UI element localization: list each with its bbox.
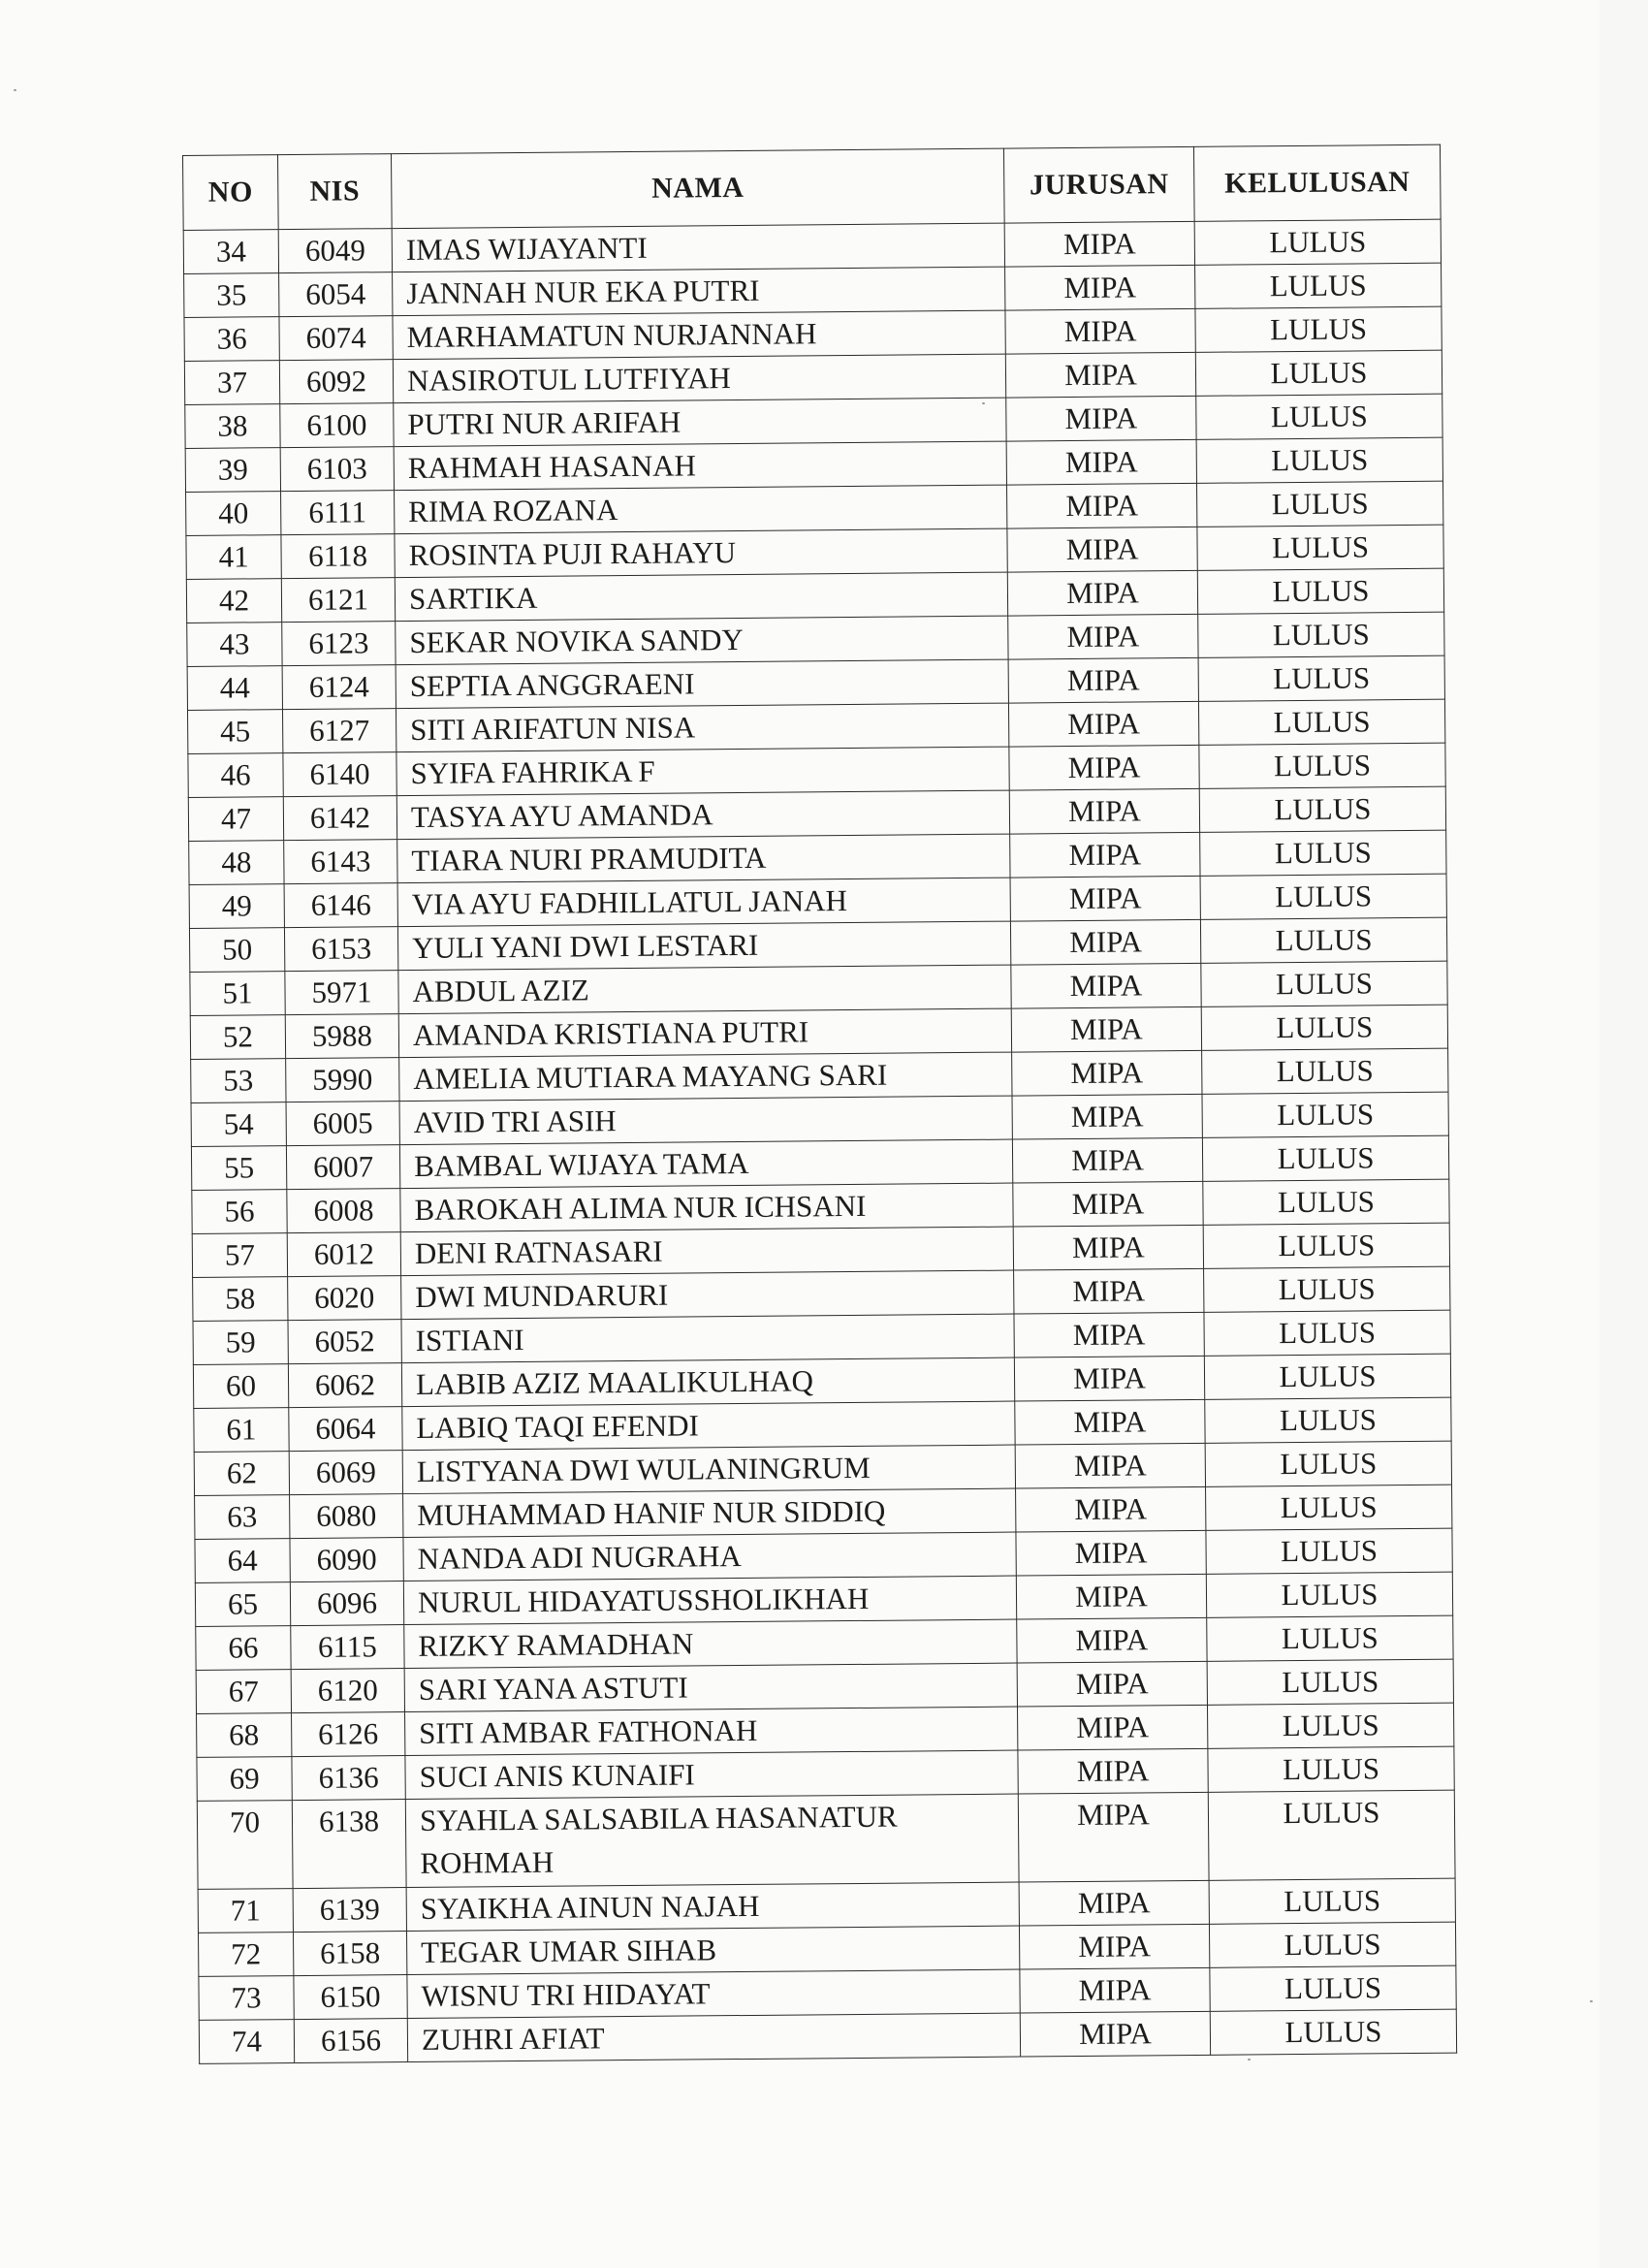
cell-nis: 6064 [289,1407,402,1452]
cell-jurusan: MIPA [1008,657,1198,703]
cell-nama: AMANDA KRISTIANA PUTRI [398,1008,1011,1058]
cell-nis: 6008 [287,1189,400,1233]
table-row [197,1790,1455,1889]
cell-no: 63 [195,1495,290,1540]
cell-jurusan: MIPA [1005,352,1195,398]
cell-kelulusan: LULUS [1202,1092,1448,1137]
cell-kelulusan: LULUS [1209,1922,1455,1967]
cell-kelulusan: LULUS [1210,1965,1456,2011]
cell-nis: 6124 [282,665,396,710]
cell-no: 41 [186,535,281,580]
cell-nis: 6092 [279,360,393,404]
cell-no: 67 [196,1670,291,1714]
cell-no: 42 [186,579,281,623]
cell-kelulusan: LULUS [1198,612,1444,657]
cell-nama: BAROKAH ALIMA NUR ICHSANI [400,1183,1013,1232]
cell-no: 39 [185,448,280,493]
cell-no: 53 [191,1059,286,1103]
cell-nama: SYAHLA SALSABILA HASANATUR ROHMAH [405,1794,1019,1888]
cell-kelulusan: LULUS [1196,394,1442,439]
cell-jurusan: MIPA [1009,745,1199,790]
cell-nama: ROSINTA PUJI RAHAYU [395,528,1007,578]
cell-jurusan: MIPA [1015,1399,1205,1445]
cell-nis: 6139 [293,1888,406,1933]
cell-nama: ISTIANI [401,1314,1014,1363]
cell-no: 46 [188,753,283,798]
cell-jurusan: MIPA [1019,1880,1209,1926]
cell-nama: TEGAR UMAR SIHAB [406,1926,1019,1975]
cell-nama: ZUHRI AFIAT [407,2013,1020,2062]
cell-nama: NURUL HIDAYATUSSHOLIKHAH [403,1576,1016,1625]
cell-no: 64 [195,1539,290,1583]
cell-nis: 6121 [281,578,395,623]
cell-nama: TIARA NURI PRAMUDITA [397,834,1010,883]
cell-no: 57 [192,1233,287,1278]
cell-no: 48 [189,841,284,885]
cell-nama: SEKAR NOVIKA SANDY [396,616,1008,665]
cell-no: 36 [184,317,279,362]
cell-kelulusan: LULUS [1209,1878,1455,1924]
cell-jurusan: MIPA [1017,1661,1207,1707]
cell-no: 65 [195,1582,290,1627]
cell-nama: AMELIA MUTIARA MAYANG SARI [399,1052,1012,1102]
cell-nama: SARTIKA [395,572,1007,622]
header-kelulusan: KELULUSAN [1193,144,1441,221]
cell-kelulusan: LULUS [1197,568,1443,614]
cell-kelulusan: LULUS [1198,699,1444,745]
table-header-row [183,144,1442,230]
cell-nama: RIZKY RAMADHAN [404,1619,1017,1669]
cell-no: 49 [189,884,284,929]
cell-no: 55 [191,1146,286,1191]
cell-jurusan: MIPA [1013,1225,1203,1270]
cell-jurusan: MIPA [1014,1356,1204,1401]
cell-nis: 6005 [286,1102,399,1146]
scan-speck [14,89,16,91]
cell-nis: 6158 [293,1932,406,1976]
cell-nis: 6126 [292,1712,405,1757]
cell-kelulusan: LULUS [1199,743,1445,788]
cell-jurusan: MIPA [1005,265,1195,310]
cell-jurusan: MIPA [1007,527,1197,572]
cell-kelulusan: LULUS [1203,1223,1449,1268]
cell-kelulusan: LULUS [1207,1615,1453,1661]
cell-jurusan: MIPA [1017,1705,1207,1750]
cell-nis: 6007 [286,1145,399,1190]
scan-speck [1248,2059,1251,2060]
cell-no: 45 [187,710,282,754]
cell-kelulusan: LULUS [1202,1048,1448,1094]
cell-nis: 6069 [289,1451,402,1495]
cell-nis: 6052 [288,1320,401,1364]
cell-jurusan: MIPA [1011,1006,1201,1052]
cell-nama: SITI AMBAR FATHONAH [405,1707,1018,1756]
cell-jurusan: MIPA [1012,1137,1202,1183]
cell-no: 61 [194,1408,289,1453]
cell-jurusan: MIPA [1008,614,1198,659]
cell-jurusan: MIPA [1012,1094,1202,1139]
cell-no: 47 [188,797,283,842]
cell-no: 58 [193,1277,288,1322]
cell-kelulusan: LULUS [1208,1790,1455,1880]
cell-nama: SARI YANA ASTUTI [404,1663,1017,1712]
cell-nama: SEPTIA ANGGRAENI [396,659,1008,709]
cell-nis: 6143 [284,840,397,884]
cell-kelulusan: LULUS [1194,219,1441,265]
cell-nis: 6153 [284,927,397,972]
cell-no: 62 [194,1452,289,1496]
cell-no: 71 [198,1889,293,1933]
cell-kelulusan: LULUS [1203,1179,1449,1225]
cell-nis: 6096 [290,1581,403,1626]
cell-jurusan: MIPA [1016,1574,1206,1619]
cell-kelulusan: LULUS [1206,1572,1452,1617]
cell-kelulusan: LULUS [1204,1266,1450,1312]
cell-no: 54 [191,1102,286,1147]
cell-jurusan: MIPA [1017,1617,1207,1663]
cell-kelulusan: LULUS [1201,1005,1447,1050]
cell-nama: SYAIKHA AINUN NAJAH [406,1882,1019,1932]
cell-kelulusan: LULUS [1204,1354,1450,1399]
cell-nis: 6103 [280,447,394,492]
cell-nama: LABIQ TAQI EFENDI [402,1401,1015,1451]
cell-jurusan: MIPA [1018,1792,1209,1882]
cell-nama: LABIB AZIZ MAALIKULHAQ [401,1358,1014,1407]
scan-speck [1590,2000,1593,2002]
cell-no: 69 [197,1757,292,1802]
header-nama: NAMA [391,148,1004,229]
cell-kelulusan: LULUS [1204,1310,1450,1356]
cell-kelulusan: LULUS [1207,1659,1453,1705]
cell-jurusan: MIPA [1020,1967,1210,2013]
cell-jurusan: MIPA [1012,1050,1202,1096]
cell-kelulusan: LULUS [1207,1703,1453,1748]
cell-nama: YULI YANI DWI LESTARI [397,921,1010,971]
cell-nama: DWI MUNDARURI [401,1270,1014,1320]
cell-no: 66 [196,1626,291,1671]
cell-kelulusan: LULUS [1195,350,1442,396]
header-no: NO [183,155,279,231]
cell-jurusan: MIPA [1016,1486,1206,1532]
cell-no: 37 [184,361,279,405]
cell-kelulusan: LULUS [1202,1135,1448,1181]
cell-jurusan: MIPA [1011,963,1201,1008]
cell-nama: RAHMAH HASANAH [394,441,1006,491]
header-nis: NIS [278,154,393,230]
cell-no: 73 [199,1976,294,2021]
cell-no: 52 [190,1015,285,1060]
cell-no: 43 [187,623,282,667]
cell-nis: 6080 [290,1494,403,1539]
cell-nama: NASIROTUL LUTFIYAH [393,354,1005,403]
cell-nis: 6062 [288,1363,401,1408]
cell-jurusan: MIPA [1004,221,1194,267]
cell-jurusan: MIPA [1014,1312,1204,1358]
cell-kelulusan: LULUS [1206,1528,1452,1574]
cell-jurusan: MIPA [1006,439,1196,485]
cell-nama: VIA AYU FADHILLATUL JANAH [397,878,1010,927]
cell-jurusan: MIPA [1005,308,1195,354]
cell-nis: 6111 [281,491,395,535]
cell-jurusan: MIPA [1013,1181,1203,1227]
cell-jurusan: MIPA [1007,570,1197,616]
cell-nis: 5988 [285,1014,398,1059]
cell-nis: 6049 [278,229,392,273]
cell-nis: 6127 [282,709,396,753]
cell-no: 44 [187,666,282,711]
cell-nama: BAMBAL WIJAYA TAMA [399,1139,1012,1189]
table-body [183,219,1456,2063]
cell-nama: LISTYANA DWI WULANINGRUM [402,1445,1015,1494]
cell-kelulusan: LULUS [1195,263,1442,308]
cell-kelulusan: LULUS [1200,917,1446,963]
cell-nama: WISNU TRI HIDAYAT [407,1969,1020,2019]
cell-kelulusan: LULUS [1205,1397,1451,1443]
cell-nama: AVID TRI ASIH [399,1096,1012,1145]
cell-jurusan: MIPA [1015,1443,1205,1488]
cell-jurusan: MIPA [1016,1530,1206,1576]
cell-kelulusan: LULUS [1208,1746,1454,1792]
cell-no: 72 [199,1933,294,1977]
cell-kelulusan: LULUS [1195,306,1442,352]
cell-kelulusan: LULUS [1201,961,1447,1006]
cell-jurusan: MIPA [1010,919,1200,965]
cell-nama: IMAS WIJAYANTI [392,223,1004,272]
cell-jurusan: MIPA [1010,832,1200,878]
cell-no: 35 [184,273,279,318]
cell-nis: 6012 [287,1232,400,1277]
cell-nis: 6118 [281,534,395,579]
cell-nama: RIMA ROZANA [395,485,1007,534]
cell-no: 56 [192,1190,287,1234]
graduation-results-table [182,144,1457,2064]
cell-nis: 6136 [292,1756,405,1801]
header-jurusan: JURUSAN [1003,146,1194,223]
cell-nis: 6100 [280,403,394,448]
cell-no: 59 [193,1321,288,1365]
cell-nis: 6150 [294,1975,407,2020]
cell-nis: 5971 [285,971,398,1015]
cell-no: 70 [197,1801,293,1890]
cell-nis: 6074 [279,316,393,361]
cell-no: 74 [199,2020,294,2064]
cell-no: 51 [190,972,285,1016]
cell-no: 60 [193,1364,288,1409]
cell-nama: NANDA ADI NUGRAHA [403,1532,1016,1581]
cell-nis: 6120 [291,1669,404,1713]
cell-jurusan: MIPA [1009,788,1199,834]
cell-jurusan: MIPA [1020,2011,1210,2057]
cell-nis: 6123 [282,622,396,666]
cell-nama: MARHAMATUN NURJANNAH [393,310,1005,360]
cell-nis: 6142 [283,796,396,841]
cell-no: 40 [186,492,281,536]
cell-nis: 6115 [291,1625,404,1670]
cell-nis: 6156 [294,2019,407,2063]
cell-jurusan: MIPA [1010,876,1200,921]
cell-kelulusan: LULUS [1196,481,1442,527]
cell-nis: 6054 [279,272,393,317]
cell-jurusan: MIPA [1008,701,1198,747]
cell-nama: ABDUL AZIZ [398,965,1011,1014]
cell-no: 34 [183,230,278,274]
cell-kelulusan: LULUS [1198,655,1444,701]
cell-nis: 6146 [284,883,397,928]
cell-nama: PUTRI NUR ARIFAH [394,398,1006,447]
cell-jurusan: MIPA [1006,396,1196,441]
cell-kelulusan: LULUS [1206,1485,1452,1530]
cell-nis: 6140 [283,752,396,797]
cell-kelulusan: LULUS [1196,437,1442,483]
cell-nis: 5990 [286,1058,399,1102]
cell-nama: TASYA AYU AMANDA [396,790,1009,840]
cell-no: 68 [197,1713,292,1758]
cell-kelulusan: LULUS [1200,874,1446,919]
cell-nama: JANNAH NUR EKA PUTRI [393,267,1005,316]
cell-kelulusan: LULUS [1200,830,1446,876]
cell-kelulusan: LULUS [1205,1441,1451,1486]
cell-jurusan: MIPA [1018,1748,1208,1794]
cell-kelulusan: LULUS [1197,525,1443,570]
cell-kelulusan: LULUS [1210,2009,1456,2055]
cell-nama: DENI RATNASARI [400,1227,1013,1276]
cell-nis: 6138 [292,1800,406,1889]
cell-jurusan: MIPA [1007,483,1197,528]
cell-nama: SYIFA FAHRIKA F [396,747,1009,796]
cell-nama: MUHAMMAD HANIF NUR SIDDIQ [403,1488,1016,1538]
cell-no: 38 [185,404,280,449]
cell-nama: SITI ARIFATUN NISA [396,703,1008,752]
cell-jurusan: MIPA [1019,1924,1209,1969]
cell-no: 50 [189,928,284,973]
cell-nis: 6090 [290,1538,403,1582]
cell-nis: 6020 [288,1276,401,1321]
cell-jurusan: MIPA [1014,1268,1204,1314]
cell-nama: SUCI ANIS KUNAIFI [405,1750,1018,1800]
cell-kelulusan: LULUS [1199,786,1445,832]
